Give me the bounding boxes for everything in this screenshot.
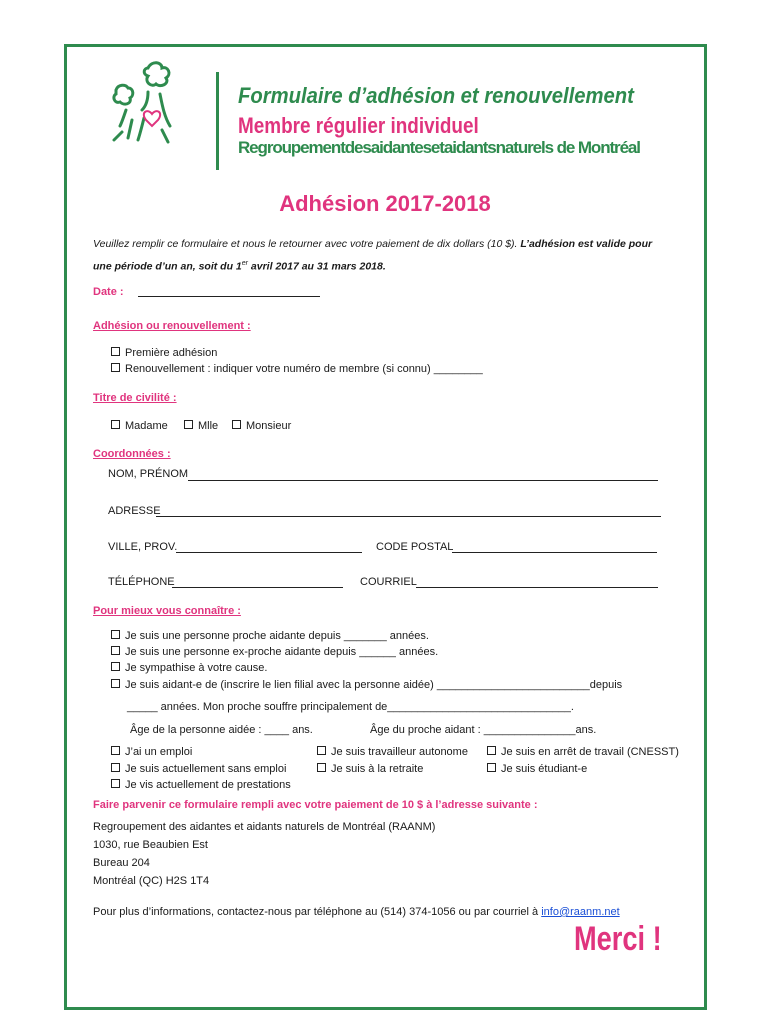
caregiver-of-option[interactable]: Je suis aidant-e de (inscrire le lien filial avec la personne aidée) _________________________depuis	[111, 679, 622, 691]
contact-heading: Coordonnées :	[93, 448, 171, 460]
city-field[interactable]	[176, 552, 362, 553]
self-employed-option[interactable]: Je suis travailleur autonome	[317, 746, 468, 758]
date-field[interactable]	[138, 296, 320, 297]
postal-code-label: CODE POSTAL	[376, 541, 454, 553]
postal-code-field[interactable]	[452, 552, 657, 553]
ex-caregiver-option[interactable]: Je suis une personne ex-proche aidante depuis ______ années.	[111, 646, 438, 658]
adhesion-heading: Adhésion ou renouvellement :	[93, 320, 251, 332]
email-field[interactable]	[416, 587, 658, 588]
sympathize-option[interactable]: Je sympathise à votre cause.	[111, 662, 267, 674]
checkbox[interactable]	[111, 763, 120, 772]
student-option[interactable]: Je suis étudiant-e	[487, 763, 587, 775]
civility-heading: Titre de civilité :	[93, 392, 177, 404]
raanm-logo	[108, 60, 194, 156]
header-subtitle: Membre régulier individuel	[238, 113, 479, 138]
address-line-3: Bureau 204	[93, 857, 150, 869]
retired-option[interactable]: Je suis à la retraite	[317, 763, 423, 775]
form-border	[64, 44, 707, 1010]
checkbox[interactable]	[111, 779, 120, 788]
name-label: NOM, PRÉNOM	[108, 468, 189, 480]
renewal-option[interactable]: Renouvellement : indiquer votre numéro de membre (si connu) ________	[111, 363, 483, 375]
thank-you-text: Merci !	[574, 920, 662, 958]
form-title: Adhésion 2017-2018	[279, 191, 491, 216]
about-you-heading: Pour mieux vous connaître :	[93, 605, 241, 617]
checkbox[interactable]	[487, 746, 496, 755]
checkbox[interactable]	[317, 746, 326, 755]
unemployed-option[interactable]: Je suis actuellement sans emploi	[111, 763, 286, 775]
checkbox[interactable]	[111, 347, 120, 356]
caregiver-age: Âge du proche aidant : _______________ans.	[370, 724, 597, 736]
sick-leave-option[interactable]: Je suis en arrêt de travail (CNESST)	[487, 746, 679, 758]
city-label: VILLE, PROV.	[108, 541, 178, 553]
email-label: COURRIEL	[360, 576, 417, 588]
caregiver-option[interactable]: Je suis une personne proche aidante depuis _______ années.	[111, 630, 429, 642]
checkbox[interactable]	[111, 420, 120, 429]
benefits-option[interactable]: Je vis actuellement de prestations	[111, 779, 291, 791]
checkbox[interactable]	[111, 363, 120, 372]
header-title: Formulaire d’adhésion et renouvellement	[238, 83, 634, 108]
phone-field[interactable]	[172, 587, 343, 588]
cared-person-age: Âge de la personne aidée : ____ ans.	[130, 724, 313, 736]
checkbox[interactable]	[111, 646, 120, 655]
checkbox[interactable]	[184, 420, 193, 429]
employed-option[interactable]: J’ai un emploi	[111, 746, 192, 758]
header-divider	[216, 72, 219, 170]
address-line-2: 1030, rue Beaubien Est	[93, 839, 208, 851]
checkbox[interactable]	[317, 763, 326, 772]
civility-monsieur[interactable]: Monsieur	[232, 420, 291, 432]
intro-text: Veuillez remplir ce formulaire et nous le retourner avec votre paiement de dix dollars (10 $). L’adhésion est valide pour une période d’un an, soit du 1er avril 2017 au 31 mars 2018.	[93, 238, 653, 273]
contact-info: Pour plus d’informations, contactez-nous par téléphone au (514) 374-1056 ou par courriel à info@raanm.net	[93, 906, 620, 918]
address-line-4: Montréal (QC) H2S 1T4	[93, 875, 210, 887]
civility-madame[interactable]: Madame	[111, 420, 168, 432]
date-label: Date :	[93, 286, 124, 298]
phone-label: TÉLÉPHONE	[108, 576, 175, 588]
name-field[interactable]	[188, 480, 658, 481]
checkbox[interactable]	[487, 763, 496, 772]
checkbox[interactable]	[111, 630, 120, 639]
address-label: ADRESSE	[108, 505, 161, 517]
mailing-instructions: Faire parvenir ce formulaire rempli avec votre paiement de 10 $ à l’adresse suivante :	[93, 799, 538, 811]
checkbox[interactable]	[111, 746, 120, 755]
checkbox[interactable]	[111, 679, 120, 688]
civility-mlle[interactable]: Mlle	[184, 420, 218, 432]
header-organization: Regroupementdesaidantesetaidantsnaturels de Montréal	[238, 138, 640, 157]
address-field[interactable]	[156, 516, 661, 517]
years-illness-line: _____ années. Mon proche souffre principalement de______________________________.	[127, 701, 574, 713]
address-line-1: Regroupement des aidantes et aidants naturels de Montréal (RAANM)	[93, 821, 436, 833]
checkbox[interactable]	[111, 662, 120, 671]
email-link[interactable]: info@raanm.net	[541, 906, 620, 918]
checkbox[interactable]	[232, 420, 241, 429]
first-membership-option[interactable]: Première adhésion	[111, 347, 217, 359]
